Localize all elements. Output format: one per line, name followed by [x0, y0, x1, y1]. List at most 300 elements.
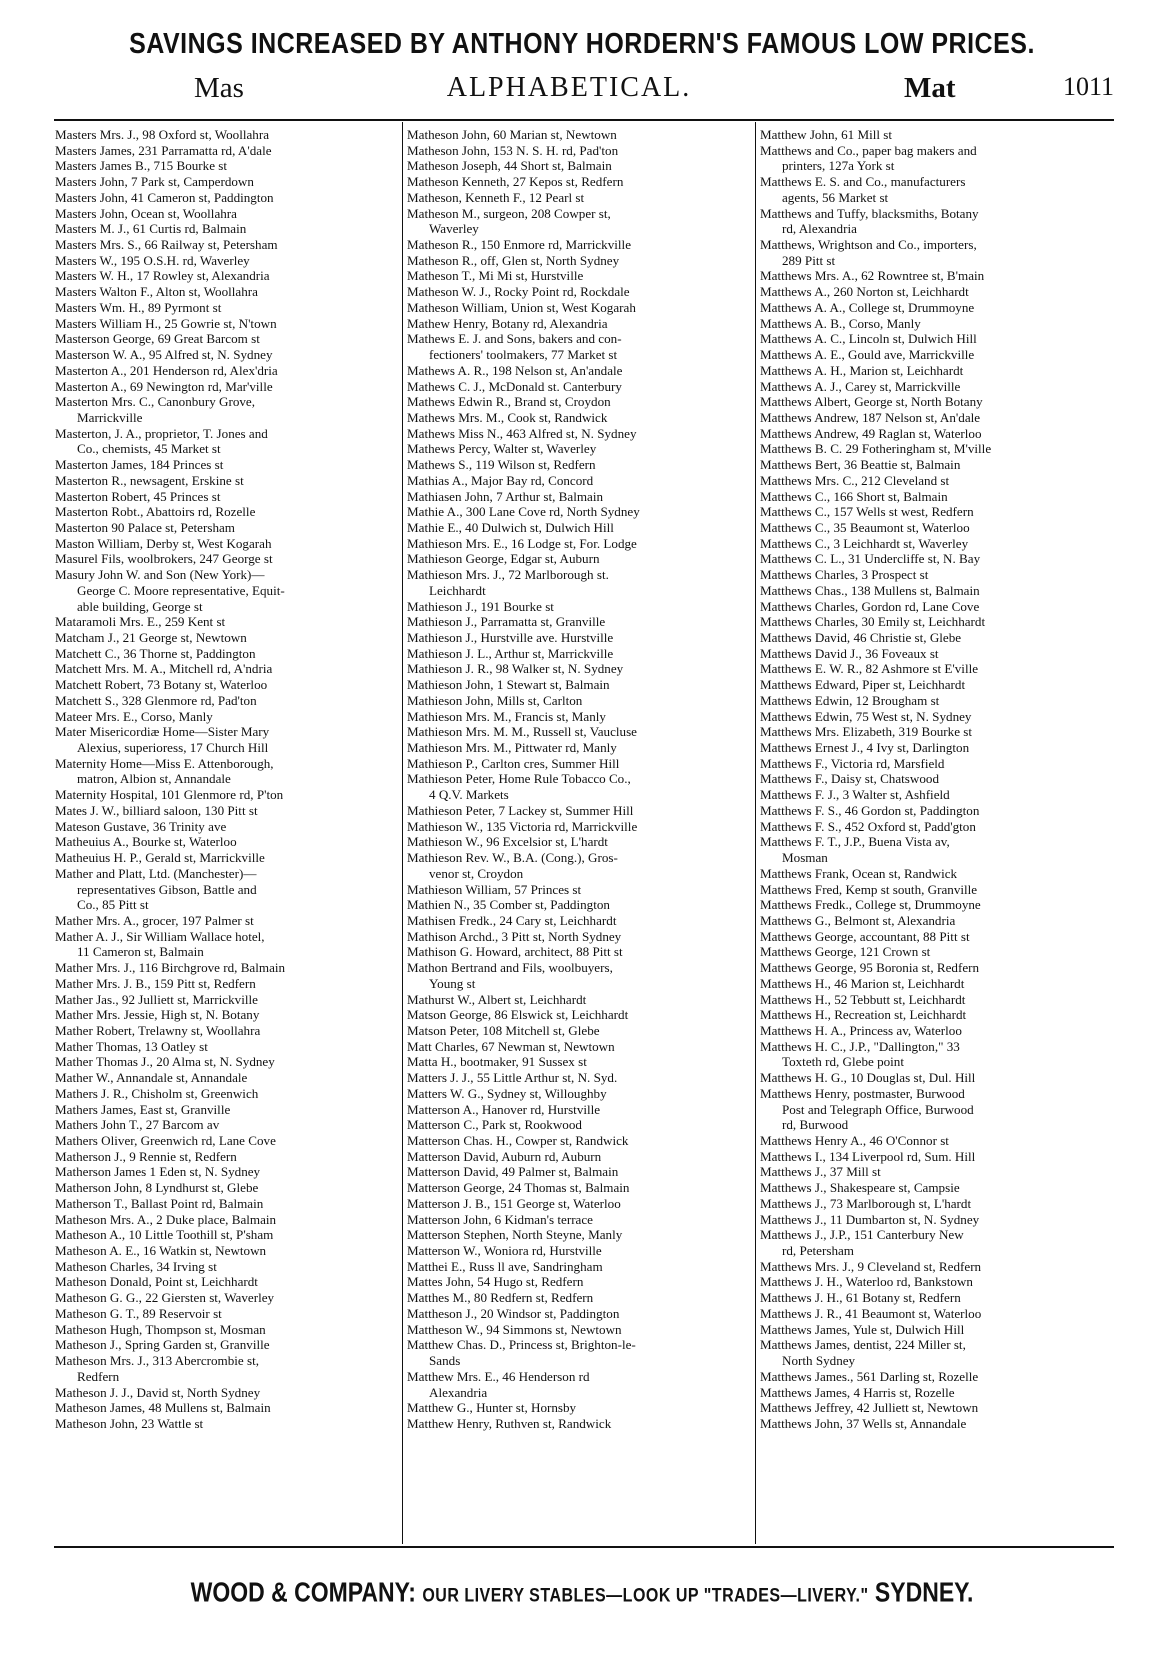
entry-text: Matthews H., Recreation st, Leichhardt: [760, 1007, 967, 1023]
directory-entry: [407, 960, 752, 991]
directory-entry: [55, 1353, 399, 1384]
directory-entry: [760, 630, 1111, 646]
entry-text: Matherson T., Ballast Point rd, Balmain: [55, 1195, 264, 1211]
entry-text: Mathieson Mrs. M., Pittwater rd, Manly: [407, 740, 617, 756]
footer-city: SYDNEY.: [874, 1576, 974, 1608]
directory-entry: [407, 740, 752, 756]
entry-text: Masterton Robt., Abattoirs rd, Rozelle: [55, 504, 256, 520]
directory-entry: [407, 1149, 752, 1165]
entry-text: Mathieson George, Edgar st, Auburn: [407, 551, 600, 567]
entry-continuation: representatives Gibson, Battle and: [77, 881, 257, 897]
entry-text: Matthews J., Shakespeare st, Campsie: [760, 1180, 960, 1196]
entry-text: Matthew Chas. D., Princess st, Brighton-le-: [407, 1337, 636, 1353]
entry-continuation: George C. Moore representative, Equit-: [77, 582, 285, 598]
directory-entry: [55, 803, 399, 819]
entry-continuation: Marrickville: [77, 409, 143, 425]
entry-continuation: Young st: [429, 975, 476, 991]
directory-entry: [760, 646, 1111, 662]
entry-text: Matthews A., 260 Norton st, Leichhardt: [760, 284, 969, 300]
directory-entry: [407, 127, 752, 143]
entry-text: Mathieson W., 135 Victoria rd, Marrickville: [407, 818, 638, 834]
entry-text: Masterton R., newsagent, Erskine st: [55, 472, 244, 488]
entry-text: Matheson A. E., 16 Watkin st, Newtown: [55, 1243, 267, 1259]
entry-text: Matthew G., Hunter st, Hornsby: [407, 1400, 577, 1416]
entry-text: Matheson Mrs. J., 313 Abercrombie st,: [55, 1353, 260, 1369]
directory-entry: [407, 1322, 752, 1338]
directory-entry: [760, 567, 1111, 583]
directory-entry: [407, 300, 752, 316]
directory-entry: [55, 347, 399, 363]
entry-text: Matheson, Kenneth F., 12 Pearl st: [407, 189, 585, 205]
entry-text: Mattes John, 54 Hugo st, Redfern: [407, 1274, 584, 1290]
entry-continuation: Post and Telegraph Office, Burwood: [782, 1101, 974, 1117]
directory-entry: [407, 1227, 752, 1243]
entry-text: Matcham J., 21 George st, Newtown: [55, 630, 247, 645]
directory-entry: [760, 410, 1111, 426]
entry-text: Mateer Mrs. E., Corso, Manly: [55, 708, 213, 724]
entry-continuation: fectioners' toolmakers, 77 Market st: [429, 347, 618, 363]
entry-text: Matheson W. J., Rocky Point rd, Rockdale: [407, 284, 630, 300]
directory-entry: [760, 913, 1111, 929]
directory-entry: [407, 819, 752, 835]
entry-text: Matthews H., 46 Marion st, Leichhardt: [760, 975, 965, 991]
entry-text: Mathieson Peter, Home Rule Tobacco Co.,: [407, 771, 631, 787]
entry-text: Masters M. J., 61 Curtis rd, Balmain: [55, 221, 247, 237]
entry-text: Matthews, Wrightson and Co., importers,: [760, 237, 977, 253]
directory-entry: [760, 1133, 1111, 1149]
entry-text: Matterson Stephen, North Steyne, Manly: [407, 1227, 623, 1243]
directory-entry: [55, 331, 399, 347]
entry-text: Mather Mrs. A., grocer, 197 Palmer st: [55, 912, 254, 928]
entry-text: Masters John, 41 Cameron st, Paddington: [55, 189, 274, 205]
directory-entry: [407, 630, 752, 646]
entry-text: Matthews Jeffrey, 42 Julliett st, Newtown: [760, 1400, 979, 1416]
entry-text: Matterson Chas. H., Cowper st, Randwick: [407, 1133, 629, 1148]
entry-continuation: 289 Pitt st: [782, 252, 836, 268]
directory-entry: [760, 1149, 1111, 1165]
directory-entry: [55, 190, 399, 206]
directory-entry: [407, 1259, 752, 1275]
directory-entry: [407, 268, 752, 284]
entry-text: Mathisen Fredk., 24 Cary st, Leichhardt: [407, 912, 617, 928]
entry-text: Matthews Henry A., 46 O'Connor st: [760, 1133, 949, 1148]
entry-text: Matheson William, Union st, West Kogarah: [407, 299, 636, 315]
entry-text: Mathie A., 300 Lane Cove rd, North Sydney: [407, 504, 640, 520]
entry-continuation: Alexius, superioress, 17 Church Hill: [77, 740, 269, 756]
entry-text: Matheson Charles, 34 Irving st: [55, 1258, 217, 1274]
entry-text: Matthews B. C. 29 Fotheringham st, M'ville: [760, 441, 992, 457]
directory-entry: [760, 520, 1111, 536]
directory-entry: [55, 1400, 399, 1416]
entry-text: Mathews E. J. and Sons, bakers and con-: [407, 331, 622, 347]
entry-text: Masterton James, 184 Princes st: [55, 457, 224, 473]
entry-text: Masters William H., 25 Gowrie st, N'town: [55, 315, 277, 331]
directory-entry: [760, 819, 1111, 835]
entry-text: Matthew Mrs. E., 46 Henderson rd: [407, 1368, 590, 1384]
entry-text: Masterton A., 201 Henderson rd, Alex'dria: [55, 362, 278, 378]
entry-text: Matthews Mrs. J., 9 Cleveland st, Redfern: [760, 1258, 982, 1274]
directory-entry: [55, 1180, 399, 1196]
page-header: [54, 72, 1114, 108]
entry-text: Masters Wm. H., 89 Pyrmont st: [55, 299, 222, 315]
entry-text: Matthews Mrs. Elizabeth, 319 Bourke st: [760, 724, 973, 740]
entry-text: Matterson David, 49 Palmer st, Balmain: [407, 1164, 619, 1180]
entry-text: Matheson G. T., 89 Reservoir st: [55, 1305, 222, 1321]
directory-entry: [55, 426, 399, 457]
entry-text: Mathien N., 35 Comber st, Paddington: [407, 897, 610, 913]
directory-entry: [407, 646, 752, 662]
directory-entry: [407, 661, 752, 677]
directory-entry: [55, 1322, 399, 1338]
directory-entry: [760, 897, 1111, 913]
directory-entry: [55, 866, 399, 897]
directory-entry: [55, 897, 399, 913]
entry-text: Matherson J., 9 Rennie st, Redfern: [55, 1148, 237, 1164]
entry-text: Matthews F. J., 3 Walter st, Ashfield: [760, 787, 950, 803]
directory-entry: [55, 1290, 399, 1306]
entry-text: Mathieson Peter, 7 Lackey st, Summer Hill: [407, 802, 634, 818]
directory-entry: [760, 1007, 1111, 1023]
directory-entry: [55, 127, 399, 143]
entry-text: Maternity Hospital, 101 Glenmore rd, P'ton: [55, 787, 284, 803]
entry-text: Mathers James, East st, Granville: [55, 1101, 231, 1117]
directory-entry: [55, 1259, 399, 1275]
directory-entry: [55, 1102, 399, 1118]
entry-text: Matthews David J., 36 Foveaux st: [760, 645, 939, 661]
entry-text: Matthews John, 37 Wells st, Annandale: [760, 1415, 967, 1431]
directory-entry: [407, 1212, 752, 1228]
directory-entry: [407, 504, 752, 520]
entry-text: Matthews George, accountant, 88 Pitt st: [760, 928, 970, 944]
entry-text: Matthews C., 3 Leichhardt st, Waverley: [760, 535, 969, 551]
entry-text: Matthews F. S., 452 Oxford st, Padd'gton: [760, 818, 976, 834]
entry-continuation: venor st, Croydon: [429, 865, 524, 881]
entry-text: Matthews Fredk., College st, Drummoyne: [760, 897, 981, 913]
directory-entry: [760, 929, 1111, 945]
entry-text: Mattheson W., 94 Simmons st, Newtown: [407, 1321, 622, 1337]
directory-entry: [760, 363, 1111, 379]
directory-entry: [760, 771, 1111, 787]
entry-text: Matthews A. B., Corso, Manly: [760, 315, 921, 331]
directory-entry: [55, 1086, 399, 1102]
directory-entry: [760, 1164, 1111, 1180]
directory-entry: [55, 473, 399, 489]
directory-entry: [760, 599, 1111, 615]
entry-text: Mater Misericordiæ Home—Sister Mary: [55, 724, 270, 740]
directory-entry: [760, 661, 1111, 677]
directory-entry: [760, 866, 1111, 882]
directory-entry: [55, 394, 399, 425]
entry-text: Mathieson J., Parramatta st, Granville: [407, 614, 606, 630]
entry-text: Mathieson John, 1 Stewart st, Balmain: [407, 677, 610, 693]
entry-text: Mather Thomas J., 20 Alma st, N. Sydney: [55, 1054, 275, 1070]
entry-text: Mathew Henry, Botany rd, Alexandria: [407, 315, 608, 331]
entry-text: Mathieson J. R., 98 Walker st, N. Sydney: [407, 661, 624, 677]
directory-entry: [55, 661, 399, 677]
directory-entry: [55, 1149, 399, 1165]
directory-entry: [55, 976, 399, 992]
directory-entry: [407, 331, 752, 362]
directory-entry: [55, 1227, 399, 1243]
footer-rule: [54, 1546, 1114, 1548]
directory-column-1: [55, 127, 399, 1432]
directory-entry: [55, 1117, 399, 1133]
entry-text: Matthew John, 61 Mill st: [760, 127, 893, 142]
directory-entry: [55, 756, 399, 787]
entry-text: Masterton, J. A., proprietor, T. Jones and: [55, 425, 268, 441]
directory-entry: [760, 1259, 1111, 1275]
entry-text: Matheson Donald, Point st, Leichhardt: [55, 1274, 258, 1290]
entry-text: Mather and Platt, Ltd. (Manchester)—: [55, 865, 257, 881]
directory-entry: [407, 913, 752, 929]
directory-entry: [407, 992, 752, 1008]
directory-entry: [55, 599, 399, 615]
directory-entry: [407, 426, 752, 442]
entry-text: Matheson A., 10 Little Toothill st, P'sham: [55, 1227, 274, 1243]
entry-text: Matheson J. J., David st, North Sydney: [55, 1384, 261, 1400]
directory-entry: [55, 158, 399, 174]
entry-text: Matthews James, dentist, 224 Miller st,: [760, 1337, 966, 1353]
entry-text: Mathews A. R., 198 Nelson st, An'andale: [407, 362, 623, 378]
directory-entry: [55, 316, 399, 332]
entry-text: Matterson C., Park st, Rookwood: [407, 1117, 582, 1133]
directory-entry: [760, 1227, 1111, 1258]
top-banner: SAVINGS INCREASED BY ANTHONY HORDERN'S FAMOUS LOW PRICES.: [129, 27, 1035, 61]
directory-entry: [55, 379, 399, 395]
directory-entry: [55, 819, 399, 835]
entry-text: Matthews A. A., College st, Drummoyne: [760, 299, 975, 315]
directory-entry: [55, 1212, 399, 1228]
directory-entry: [760, 143, 1111, 174]
directory-entry: [760, 426, 1111, 442]
directory-entry: [407, 1290, 752, 1306]
directory-entry: [407, 1054, 752, 1070]
directory-entry: [760, 1117, 1111, 1133]
entry-text: Matthews C., 157 Wells st west, Redfern: [760, 504, 974, 520]
entry-text: Matthews Charles, Gordon rd, Lane Cove: [760, 598, 980, 614]
directory-entry: [760, 1400, 1111, 1416]
directory-entry: [407, 206, 752, 237]
entry-text: Matthews H. G., 10 Douglas st, Dul. Hill: [760, 1070, 976, 1086]
directory-entry: [55, 787, 399, 803]
directory-entry: [55, 1133, 399, 1149]
entry-text: Mathison Archd., 3 Pitt st, North Sydney: [407, 928, 622, 944]
directory-entry: [55, 630, 399, 646]
entry-continuation: Leichhardt: [429, 582, 486, 598]
entry-text: Mathieson J., 191 Bourke st: [407, 598, 554, 614]
entry-text: Matthews Bert, 36 Beattie st, Balmain: [760, 457, 961, 473]
directory-entry: [407, 1023, 752, 1039]
entry-text: Matthews Albert, George st, North Botany: [760, 394, 983, 410]
entry-text: Matchett Mrs. M. A., Mitchell rd, A'ndria: [55, 661, 273, 677]
entry-text: Matthews J. H., 61 Botany st, Redfern: [760, 1290, 961, 1306]
directory-entry: [407, 803, 752, 819]
entry-text: Mathurst W., Albert st, Leichhardt: [407, 991, 587, 1007]
entry-text: Mather Mrs. J., 116 Birchgrove rd, Balmain: [55, 960, 286, 976]
entry-text: Matthews James, 4 Harris st, Rozelle: [760, 1384, 955, 1400]
directory-entry: [760, 1070, 1111, 1086]
directory-entry: [760, 960, 1111, 976]
directory-entry: [760, 944, 1111, 960]
entry-text: Matthews James., 561 Darling st, Rozelle: [760, 1368, 979, 1384]
entry-text: Matheson Hugh, Thompson st, Mosman: [55, 1321, 266, 1337]
entry-text: Masters W. H., 17 Rowley st, Alexandria: [55, 268, 270, 284]
header-range-end: Mat: [904, 72, 956, 104]
entry-text: Matthews J. H., Waterloo rd, Bankstown: [760, 1274, 973, 1290]
directory-entry: [55, 143, 399, 159]
directory-entry: [407, 1196, 752, 1212]
directory-entry: [55, 1306, 399, 1322]
directory-entry: [55, 284, 399, 300]
entry-text: Mathieson W., 96 Excelsior st, L'hardt: [407, 834, 608, 850]
directory-entry: [760, 206, 1111, 237]
entry-text: Matthews I., 134 Liverpool rd, Sum. Hill: [760, 1148, 976, 1164]
directory-entry: [407, 473, 752, 489]
directory-entry: [407, 363, 752, 379]
entry-text: Mathieson Mrs. J., 72 Marlborough st.: [407, 567, 609, 583]
entry-text: Mathews C. J., McDonald st. Canterbury: [407, 378, 622, 394]
directory-entry: [407, 457, 752, 473]
entry-text: Maston William, Derby st, West Kogarah: [55, 535, 272, 551]
entry-text: Matthews David, 46 Christie st, Glebe: [760, 630, 962, 645]
directory-entry: [55, 1164, 399, 1180]
entry-text: Matheson Mrs. A., 2 Duke place, Balmain: [55, 1211, 277, 1227]
directory-entry: [760, 976, 1111, 992]
entry-text: Matthews A. H., Marion st, Leichhardt: [760, 362, 964, 378]
directory-entry: [760, 1023, 1111, 1039]
entry-text: Matthews Charles, 30 Emily st, Leichhardt: [760, 614, 986, 630]
entry-text: Matthews G., Belmont st, Alexandria: [760, 912, 956, 928]
entry-text: able building, George st: [77, 598, 203, 614]
entry-text: Matherson John, 8 Lyndhurst st, Glebe: [55, 1180, 259, 1196]
entry-text: Matthews and Tuffy, blacksmiths, Botany: [760, 205, 979, 221]
entry-text: Mathieson John, Mills st, Carlton: [407, 692, 583, 708]
directory-entry: [760, 1385, 1111, 1401]
directory-entry: [760, 1086, 1111, 1117]
page-number: 1011: [1062, 72, 1114, 101]
directory-entry: [760, 803, 1111, 819]
directory-entry: [407, 1086, 752, 1102]
entry-text: Mathers J. R., Chisholm st, Greenwich: [55, 1085, 259, 1101]
entry-text: Matthews H. C., J.P., "Dallington," 33: [760, 1038, 960, 1054]
entry-text: Matthews Henry, postmaster, Burwood: [760, 1085, 965, 1101]
directory-entry: [55, 693, 399, 709]
directory-entry: [407, 1007, 752, 1023]
entry-continuation: printers, 127a York st: [782, 158, 895, 174]
directory-entry: [55, 1416, 399, 1432]
entry-text: Matta H., bootmaker, 91 Sussex st: [407, 1054, 587, 1070]
directory-entry: [760, 1306, 1111, 1322]
entry-continuation: Redfern: [77, 1368, 120, 1384]
directory-entry: [407, 1164, 752, 1180]
entry-text: Matthews Edwin, 12 Brougham st: [760, 692, 940, 708]
directory-entry: [55, 913, 399, 929]
entry-text: Mathieson Rev. W., B.A. (Cong.), Gros-: [407, 850, 618, 866]
directory-entry: [407, 394, 752, 410]
entry-text: Matters J. J., 55 Little Arthur st, N. Syd.: [407, 1070, 618, 1086]
directory-entry: [760, 127, 1111, 143]
entry-text: Matson George, 86 Elswick st, Leichhardt: [407, 1007, 629, 1023]
directory-entry: [760, 756, 1111, 772]
entry-text: Mathie E., 40 Dulwich st, Dulwich Hill: [407, 519, 614, 535]
entry-text: Matchett S., 328 Glenmore rd, Pad'ton: [55, 692, 257, 708]
entry-text: Masterton A., 69 Newington rd, Mar'ville: [55, 378, 273, 394]
entry-continuation: 11 Cameron st, Balmain: [77, 944, 204, 960]
directory-entry: [55, 457, 399, 473]
entry-text: Mathieson William, 57 Princes st: [407, 881, 582, 897]
entry-text: Matthews Fred, Kemp st south, Granville: [760, 881, 978, 897]
directory-entry: [407, 1243, 752, 1259]
directory-entry: [407, 410, 752, 426]
entry-text: Matthews C., 166 Short st, Balmain: [760, 488, 948, 504]
entry-continuation: Toxteth rd, Glebe point: [782, 1054, 904, 1070]
entry-continuation: Waverley: [429, 221, 479, 237]
entry-text: Matheson R., off, Glen st, North Sydney: [407, 252, 620, 268]
directory-entry: [760, 992, 1111, 1008]
entry-text: Matthews Charles, 3 Prospect st: [760, 567, 929, 583]
directory-entry: [55, 1054, 399, 1070]
directory-entry: [407, 944, 752, 960]
directory-entry: [55, 646, 399, 662]
directory-entry: [760, 1290, 1111, 1306]
directory-entry: [760, 300, 1111, 316]
directory-entry: [407, 850, 752, 881]
column-divider-2: [755, 122, 756, 1544]
entry-text: Matthews and Co., paper bag makers and: [760, 142, 977, 158]
entry-text: Masury John W. and Son (New York)—: [55, 567, 265, 583]
column-divider-1: [402, 122, 403, 1544]
directory-entry: [55, 221, 399, 237]
directory-entry: [55, 1007, 399, 1023]
entry-text: Matheson John, 60 Marian st, Newtown: [407, 127, 617, 142]
entry-text: Matheson Kenneth, 27 Kepos st, Redfern: [407, 174, 624, 190]
directory-entry: [55, 567, 399, 598]
entry-text: Matthews A. C., Lincoln st, Dulwich Hill: [760, 331, 977, 347]
directory-entry: [407, 834, 752, 850]
entry-continuation: Sands: [429, 1353, 461, 1369]
entry-text: Matterson George, 24 Thomas st, Balmain: [407, 1180, 630, 1196]
directory-entry: [407, 724, 752, 740]
entry-text: Mathews Mrs. M., Cook st, Randwick: [407, 409, 608, 425]
directory-entry: [407, 237, 752, 253]
directory-entry: [55, 1243, 399, 1259]
directory-entry: [407, 882, 752, 898]
entry-text: Mathieson J., Hurstville ave. Hurstville: [407, 630, 614, 645]
entry-text: Matthes M., 80 Redfern st, Redfern: [407, 1290, 594, 1306]
directory-entry: [760, 268, 1111, 284]
entry-text: Matthews J., 11 Dumbarton st, N. Sydney: [760, 1211, 980, 1227]
directory-entry: [760, 724, 1111, 740]
directory-entry: [407, 1337, 752, 1368]
directory-entry: [760, 489, 1111, 505]
directory-entry: [407, 489, 752, 505]
entry-continuation: Co., chemists, 45 Market st: [77, 441, 221, 457]
directory-entry: [760, 457, 1111, 473]
entry-text: Mathews Edwin R., Brand st, Croydon: [407, 394, 611, 410]
entry-text: Matthews H., 52 Tebbutt st, Leichhardt: [760, 991, 966, 1007]
directory-entry: [407, 709, 752, 725]
entry-text: Matchett Robert, 73 Botany st, Waterloo: [55, 677, 268, 693]
directory-entry: [760, 504, 1111, 520]
entry-continuation: agents, 56 Market st: [782, 189, 889, 205]
directory-entry: [55, 504, 399, 520]
directory-entry: [760, 1180, 1111, 1196]
entry-text: Matterson A., Hanover rd, Hurstville: [407, 1101, 601, 1117]
entry-text: Mather Mrs. Jessie, High st, N. Botany: [55, 1007, 260, 1023]
directory-column-3: [760, 127, 1111, 1432]
entry-text: Masterson W. A., 95 Alfred st, N. Sydney: [55, 347, 273, 363]
entry-text: Mateson Gustave, 36 Trinity ave: [55, 818, 227, 834]
